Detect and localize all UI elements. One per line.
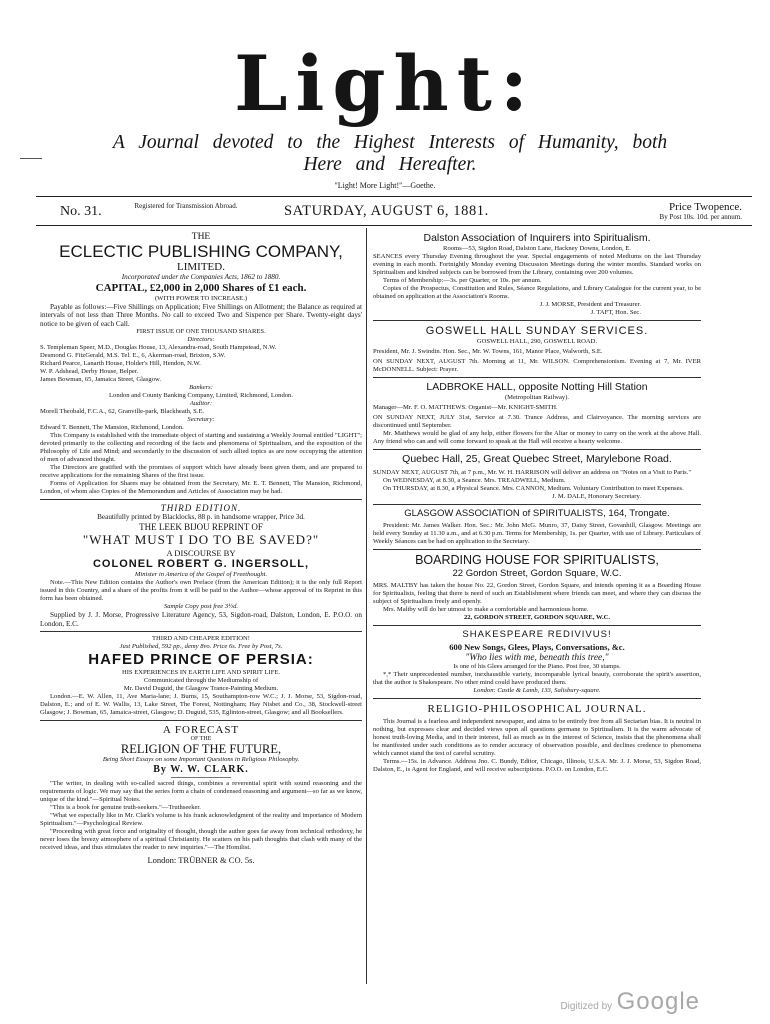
forecast-quote-2: "This is a book for genuine truth-seekers."—Truthseeker. [50,804,201,812]
shakespeare-quote: "Who lies with me, beneath this tree," [465,653,609,663]
directors-list [40,344,362,384]
column-divider [366,228,367,984]
goswell-sunday: ON SUNDAY NEXT, AUGUST 7th. Morning at 11, Mr. WILSON. Comprehensionism. Evening at 7, Mr. IVER McDONNELL. Subject: Prayer. [373,358,701,373]
section-rule [40,499,362,500]
issue-bar [36,196,752,226]
issue-number: No. 31. [60,204,102,219]
saved-leek: THE LEEK BIJOU REPRINT OF [139,521,263,532]
saved-note: Note.—This New Edition contains the Author's own Preface (from the American Edition); it is the only full Report issued in this Country, and a share of the profits from it will be paid to the Author—whose approval of its Reprint in this form has been obtained. [40,578,362,602]
eclectic-advert [40,232,362,496]
saved-title: "WHAT MUST I DO TO BE SAVED?" [82,531,320,547]
director-2: Desmond G. FitzGerald, M.S. Tel. E., 6, Akerman-road, Brixton, S.W. [40,352,226,360]
directors-heading: Directors: [187,336,215,344]
glasgow-title: GLASGOW ASSOCIATION of SPIRITUALISTS, 164, Trongate. [404,508,670,519]
goswell-address: GOSWELL HALL, 290, GOSWELL ROAD. [476,338,598,345]
director-3: Richard Pearce, Lanarth House, Holder's Hill, Hendon, N.W. [40,360,201,368]
section-rule [373,698,701,699]
eclectic-power: (WITH POWER TO INCREASE.) [154,294,248,302]
dalston-signature-1: J. J. MORSE, President and Treasurer. [539,301,641,308]
issue-registered: Registered for Transmission Abroad. [134,202,238,210]
subtitle-line-2: Here and Hereafter. [303,154,477,175]
right-column [373,232,701,774]
price-post: By Post 10s. 10d. per annum. [659,213,742,221]
dalston-terms: Terms of Membership:—3s. per Quarter, or 10s. per annum. [383,277,542,284]
forecast-quote-3: "What we especially like in Mr. Clark's volume is his frank acknowledgment of the reality and importance of Modern Spiritualism."—Psychological Review. [40,812,362,828]
hafed-communicated: Communicated through the Mediumship of [143,677,259,685]
quebec-thursday: On THURSDAY, at 8.30, a Physical Seance. Mrs. CANNON, Medium. Voluntary Contribution to meet Expenses. [383,485,684,492]
forecast-of-the: OF THE [190,736,212,743]
religio-title: RELIGIO-PHILOSOPHICAL JOURNAL. [427,703,647,715]
eclectic-limited: LIMITED. [177,261,225,273]
shakespeare-glees: Is one of his Glees arranged for the Piano. Post free, 30 stamps. [453,663,621,670]
eclectic-para-1: This Company is established with the immediate object of starting and sustaining a Weekly Journal entitled "LIGHT"; devoted primarily to the collecting and recording of the facts and phenomena of Spiritualism, and the exposition of the Philosophy of Life and Mind; and secondarily to the discussion of such allied topics as are now occupying the attention of men of advanced thought. [40,432,362,464]
religio-body: This Journal is a fearless and independent newspaper, and aims to be entirely free from all Sectarian bias. It is neutral in nothing, but expresses clear and decided views upon all questions germane to Spiritualism. It is the warm advocate of honest truth-loving Media, and in their interest, full as much as in the interest of Science, insists that the phenomena shall be manifested under such conditions as to render accuracy of observation possible, and declines credence to phenomena which cannot stand the test of careful scrutiny. [373,718,701,757]
quebec-wednesday: On WEDNESDAY, at 8.30, a Seance. Mrs. TREADWELL, Medium. [383,477,566,484]
watermark-digitized: Digitized by [560,1001,613,1012]
bankers: London and County Banking Company, Limited, Richmond, London. [109,392,293,400]
masthead [0,40,770,128]
boarding-maltby: Mrs. Maltby will do her utmost to make a comfortable and harmonious home. [383,606,589,613]
shakespeare-songs: 600 New Songs, Glees, Plays, Conversations, &c. [449,642,625,652]
ladbroke-sub: (Metropolitan Railway). [504,394,570,401]
director-5: James Bowman, 65, Jamaica Street, Glasgow. [40,376,161,384]
ladbroke-matthews: Mr. Matthews would be glad of any help, either flowers for the Altar or money to carry on the work at the above Hall. Any friend who can and will come forward to speak at the Hall will receive a hearty welcome. [373,430,701,445]
boarding-body: MRS. MALTBY has taken the house No. 22, Gordon Street, Gordon Square, and intends opening it as a Boarding House for Spiritualists, feeling that there is need of such an Establishment where friends can meet, and where they can discuss the subject of Spiritualism freely and openly. [373,582,701,605]
eclectic-para-3: Forms of Application for Shares may be obtained from the Secretary, Mr. E. T. Bennett, The Mansion, Richmond, London, of whom also Copies of the Memorandum and Articles of Association may be had. [40,480,362,496]
hafed-sub: HIS EXPERIENCES IN EARTH LIFE AND SPIRIT LIFE. [121,669,281,677]
eclectic-first-issue: FIRST ISSUE OF ONE THOUSAND SHARES. [136,328,266,336]
boarding-advert [373,553,701,622]
section-rule [373,377,701,378]
boarding-title: BOARDING HOUSE FOR SPIRITUALISTS, [415,553,659,567]
section-rule [373,320,701,321]
price-label: Price Twopence. [669,201,742,213]
section-rule [373,549,701,550]
shakespeare-title: SHAKESPEARE REDIVIVUS! [462,629,612,640]
dalston-signature-2: J. TAFT, Hon. Sec. [590,309,641,316]
saved-advert [40,503,362,628]
dalston-title: Dalston Association of Inquirers into Spiritualism. [423,232,651,244]
issue-date: SATURDAY, AUGUST 6, 1881. [284,203,489,219]
dalston-copies: Copies of the Prospectus, Constitution and Rules, Séance Regulations, and Library Catalogue for the current year, to be obtained on application at the Association's Rooms. [373,285,701,300]
section-rule [373,625,701,626]
saved-supplied: Supplied by J. J. Morse, Progressive Literature Agency, 53, Sigdon-road, Dalston, London, E. P.O.O. on London, E.C. [40,610,362,628]
director-4: W. P. Adshead, Derby House, Belper. [40,368,139,376]
goswell-title: GOSWELL HALL SUNDAY SERVICES. [425,325,649,337]
ladbroke-officers: Manager—Mr. F. O. MATTHEWS. Organist—Mr. KNIGHT-SMITH. [373,404,558,411]
director-1: S. Templeman Speer, M.D., Douglas House, 13, Alexandra-road, South Hampstead, N.W. [40,344,277,352]
secretary-heading: Secretary: [187,416,215,424]
hafed-london: London.—E. W. Allen, 11, Ave Maria-lane; J. Burns, 15, Southampton-row W.C.; J. J. Morse, 53, Sigdon-road, Dalston, E.; and of E. W. Wallis, 13, Lake Street, The Forest, Nottingham; Hay Nisbet and Co., 38, Stockwell-street Glasgow; J. Bowman, 65, Jamaica-street, Glasgow; D. Duguid, 535, Eglinton-street, Glasgow; and all Booksellers. [40,693,362,717]
forecast-heading: A FORECAST [162,724,240,737]
subtitle-line-1: A Journal devoted to the Highest Interests of Humanity, both [112,132,668,153]
saved-author: COLONEL ROBERT G. INGERSOLL, [92,557,310,570]
forecast-rule [171,777,231,778]
journal-subtitle [40,132,740,176]
glasgow-body: President: Mr. James Walker. Hon. Sec.: Mr. John McG. Munro, 37, Daisy Street, Govanhill, Glasgow. Meetings are held every Sunday at 11.30 a.m., and at 6.30 p.m. Terms for Membership, 1s. per Quarter, with use of Library. Particulars of Weekly Séances can be had on application to the Secretary. [373,522,701,545]
auditor-heading: Auditor: [189,400,213,408]
saved-edition: THIRD EDITION. [160,503,242,514]
ladbroke-title: LADBROKE HALL, opposite Notting Hill Station [426,381,648,393]
eclectic-capital: CAPITAL, £2,000 in 2,000 Shares of £1 each. [95,281,307,294]
watermark-google: Google [616,988,700,1015]
secretary: Edward T. Bennett, The Mansion, Richmond, London. [40,424,184,432]
section-rule [373,449,701,450]
hafed-edition: THIRD AND CHEAPER EDITION! [152,635,250,643]
forecast-advert [40,724,362,865]
goswell-officers: President, Mr. J. Swindin. Hon. Sec., Mr. W. Towns, 161, Manor Place, Walworth, S.E. [373,348,603,355]
hafed-published: Just Published, 592 pp., demy 8vo. Price 6s. Free by Post, 7s. [119,643,283,651]
saved-sample: Sample Copy post free 3½d. [163,602,239,610]
dalston-rooms: Rooms—53, Sigdon Road, Dalston Lane, Hackney Downs, London, E. [443,245,631,252]
left-column [40,232,362,865]
eclectic-incorporated: Incorporated under the Companies Acts, 1862 to 1880. [121,273,281,281]
forecast-publisher: London: TRÜBNER & CO. 5s. [147,855,255,866]
google-watermark [560,988,700,1016]
quebec-advert [373,453,701,501]
dalston-body: SEANCES every Thursday Evening throughout the year. Special engagements of noted Mediums on the last Thursday evening in each month. Fortnightly Monday evening Discussion Meetings during the winter months. Standard works on Spiritualism and kindred subjects can be borrowed from the Library, containing over 200 volumes. [373,253,701,276]
journal-title: Light: [234,39,536,128]
ladbroke-body: ON SUNDAY NEXT, JULY 31st, Service at 7.30. Trance Address, and Clairvoyance. The morning services are discontinued until September. [373,414,701,429]
saved-discourse: A DISCOURSE BY [166,547,236,558]
glasgow-advert [373,508,701,546]
motto: "Light! More Light!"—Goethe. [334,181,436,190]
issue-price [660,201,742,222]
section-rule [40,720,362,721]
boarding-footer: 22, GORDON STREET, GORDON SQUARE, W.C. [463,614,611,621]
forecast-title: RELIGION OF THE FUTURE, [120,742,282,757]
forecast-quote-1: "The writer, in dealing with so-called sacred things, combines a reverential spirit with sound reasoning and the requirements of logic. We may say that the series form a chain of condensed reasoning and argument—so far as we know, unique of the kind."—Spiritual Notes. [40,780,362,804]
saved-minister: Minister in America of the Gospel of Freethought. [134,570,268,578]
eclectic-payable: Payable as follows:—Five Shillings on Application; Five Shillings on Allotment; the Balance as required at intervals of not less than Three Months. No call to exceed Two and Sixpence per Share. Twenty-eight days' notice to be given of each Call. [40,302,362,328]
quebec-title: Quebec Hall, 25, Great Quebec Street, Marylebone Road. [402,453,672,465]
forecast-sub: Being Short Essays on some Important Questions in Religious Philosophy. [102,756,300,764]
goswell-advert [373,324,701,374]
auditor: Morell Theobald, F.C.A., 62, Granville-park, Blackheath, S.E. [40,408,205,416]
shakespeare-advert [373,629,701,695]
bankers-heading: Bankers: [189,384,213,392]
shakespeare-london: London: Castle & Lamb, 133, Salisbury-square. [473,687,601,694]
section-rule [40,631,362,632]
decorative-dash [20,158,42,159]
forecast-by: By W. W. CLARK. [153,764,249,776]
eclectic-the: THE [191,232,211,242]
eclectic-para-2: The Directors are gratified with the promises of support which have already been given them, and are prepared to receive applications for the remaining Shares of the first issue. [40,464,362,480]
religio-terms: Terms.—15s. in Advance. Address Jno. C. Bundy, Editor, Chicago, Illinois, U.S.A. Mr. J. J. Morse, 53, Sigdon Road, Dalston, E., is Agent for England, and will receive subscriptions. P.O.O. on London, E.C. [373,758,701,773]
forecast-quote-4: "Proceeding with great force and originality of thought, though the author goes far away from technical orthodoxy, he never loses the breezy atmosphere of a spiritual Christianity. He scatters on his path thoughts that clash with many of the received ideas, and thus stimulates the reader to new inquiries."—The Homilist. [40,828,362,852]
quebec-signature: J. M. DALE, Honorary Secretary. [552,493,641,500]
eclectic-name: ECLECTIC PUBLISHING COMPANY, [59,242,343,261]
boarding-address: 22 Gordon Street, Gordon Square, W.C. [452,568,622,579]
hafed-advert [40,635,362,717]
dalston-advert [373,232,701,317]
ladbroke-advert [373,381,701,446]
saved-printed: Beautifully printed by Blacklocks, 88 p. in handsome wrapper, Price 3d. [97,513,305,522]
shakespeare-body: *,* Their unprecedented number, inexhaustible variety, incomparable lyrical beauty, corroborate the spirit's assertion, that the author is Shakespeare. No other mind could have produced them. [373,671,701,686]
religio-advert [373,702,701,774]
quebec-body: SUNDAY NEXT, AUGUST 7th, at 7 p.m., Mr. W. H. HARRISON will deliver an address on "Notes on a Visit to Paris." [373,469,692,476]
section-rule [373,504,701,505]
hafed-title: HAFED PRINCE OF PERSIA: [88,651,314,669]
hafed-medium: Mr. David Duguid, the Glasgow Trance-Painting Medium. [123,685,279,693]
